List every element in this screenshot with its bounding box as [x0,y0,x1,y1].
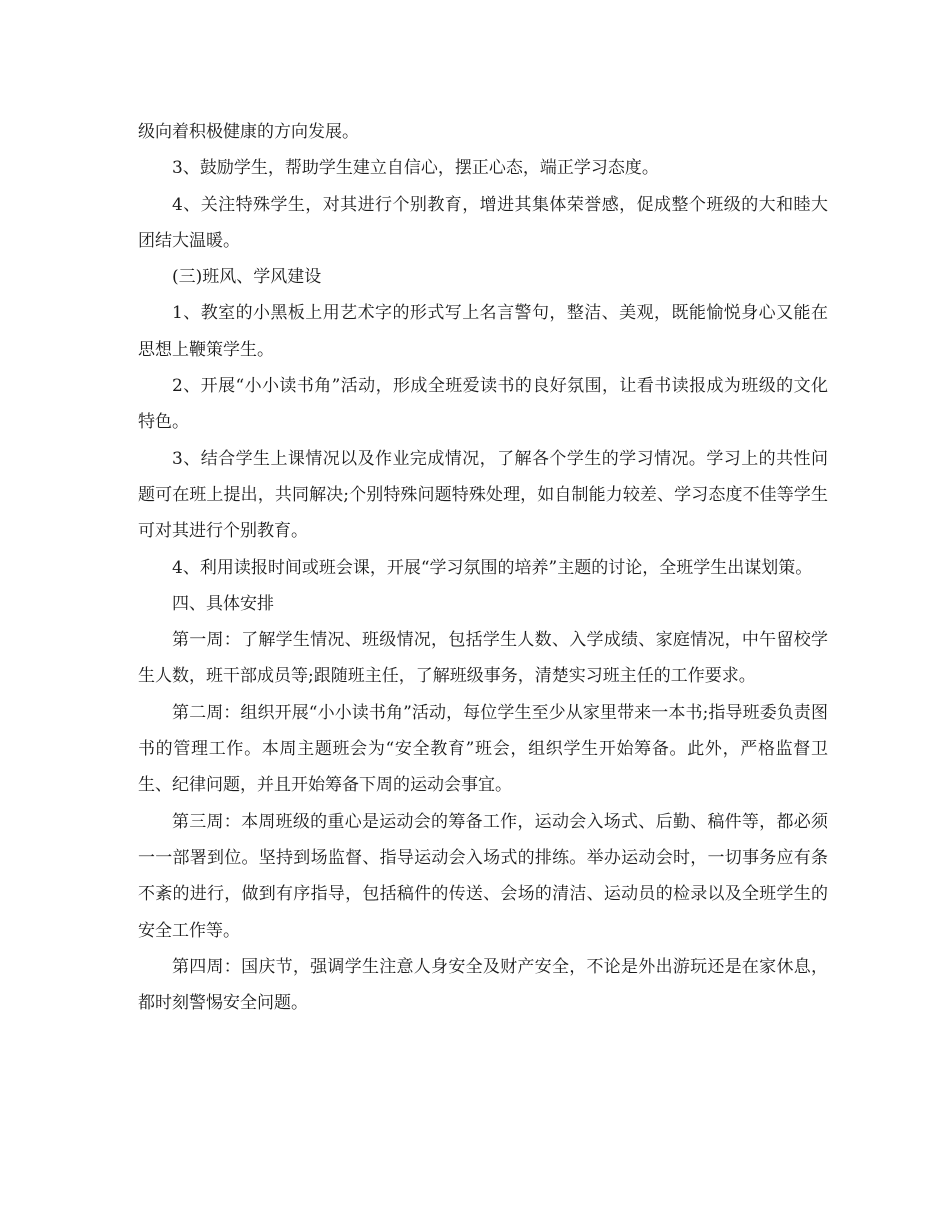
document-body [138,114,828,1021]
paragraph-item-3-learning: 3、结合学生上课情况以及作业完成情况，了解各个学生的学习情况。学习上的共性问题可在班上提出，共同解决;个别特殊问题特殊处理，如自制能力较差、学习态度不佳等学生可对其进行个别教育。 [138,448,828,542]
paragraph-week-3: 第三周：本周班级的重心是运动会的筹备工作，运动会入场式、后勤、稿件等，都必须一一部署到位。坚持到场监督、指导运动会入场式的排练。举办运动会时，一切事务应有条不紊的进行，做到有序指导，包括稿件的传送、会场的清洁、运动员的检录以及全班学生的安全工作等。 [138,811,828,941]
paragraph-item-1-blackboard: 1、教室的小黑板上用艺术字的形式写上名言警句，整洁、美观，既能愉悦身心又能在思想上鞭策学生。 [138,303,828,360]
paragraph-item-4-special-students: 4、关注特殊学生，对其进行个别教育，增进其集体荣誉感，促成整个班级的大和睦大团结大温暖。 [138,194,828,251]
paragraph-week-4: 第四周：国庆节，强调学生注意人身安全及财产安全，不论是外出游玩还是在家休息，都时刻警惕安全问题。 [138,956,828,1014]
paragraph-week-1: 第一周：了解学生情况、班级情况，包括学生人数、入学成绩、家庭情况，中午留校学生人数，班干部成员等;跟随班主任，了解班级事务，清楚实习班主任的工作要求。 [138,630,828,687]
section-heading-class-style: (三)班风、学风建设 [172,267,322,288]
paragraph-week-2: 第二周：组织开展“小小读书角”活动，每位学生至少从家里带来一本书;指导班委负责图书的管理工作。本周主题班会为“安全教育”班会，组织学生开始筹备。此外，严格监督卫生、纪律问题，并且开始筹备下周的运动会事宜。 [138,702,828,796]
section-heading-schedule: 四、具体安排 [172,593,274,614]
paragraph-item-4-discussion: 4、利用读报时间或班会课，开展“学习氛围的培养”主题的讨论，全班学生出谋划策。 [172,557,813,578]
paragraph-item-2-reading-corner: 2、开展“小小读书角”活动，形成全班爱读书的良好氛围，让看书读报成为班级的文化特色。 [138,376,828,433]
paragraph-item-3-confidence: 3、鼓励学生，帮助学生建立自信心，摆正心态，端正学习态度。 [172,158,659,179]
paragraph-continuation: 级向着积极健康的方向发展。 [138,122,359,142]
